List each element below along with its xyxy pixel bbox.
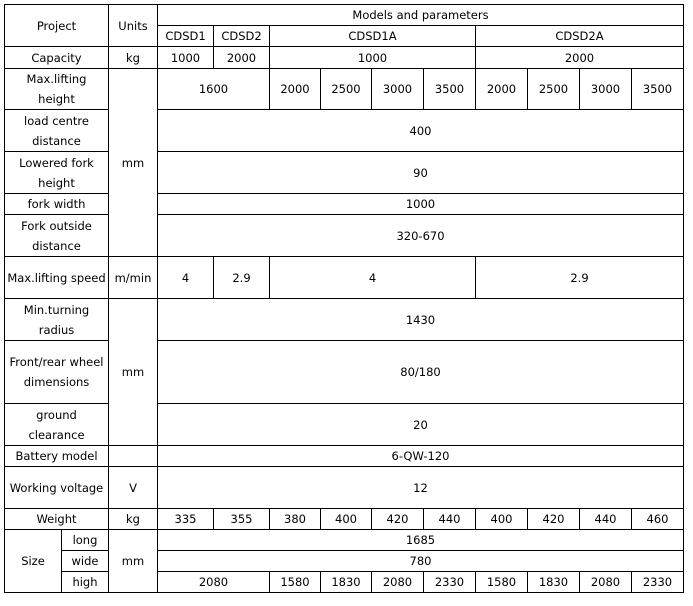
weight-value: 420 — [372, 509, 424, 530]
size-high-label: high — [62, 572, 109, 593]
battery-model-label: Battery model — [5, 446, 109, 467]
header-models-params: Models and parameters — [158, 5, 684, 26]
weight-value: 335 — [158, 509, 214, 530]
size-wide-value: 780 — [158, 551, 684, 572]
size-high-value: 2080 — [580, 572, 632, 593]
max-lifting-height-value: 2000 — [270, 69, 321, 110]
lifting-speed-value: 2.9 — [476, 257, 684, 299]
size-high-value: 1830 — [528, 572, 580, 593]
max-lifting-height-value: 2500 — [321, 69, 372, 110]
capacity-unit: kg — [109, 47, 158, 69]
weight-label: Weight — [5, 509, 109, 530]
max-lifting-height-value: 1600 — [158, 69, 270, 110]
max-lifting-height-value: 3000 — [580, 69, 632, 110]
header-project: Project — [5, 5, 109, 47]
weight-value: 400 — [476, 509, 528, 530]
weight-value: 440 — [580, 509, 632, 530]
load-centre-value: 400 — [158, 110, 684, 152]
weight-unit: kg — [109, 509, 158, 530]
size-long-value: 1685 — [158, 530, 684, 551]
size-high-value: 1580 — [476, 572, 528, 593]
model-cdsd1: CDSD1 — [158, 26, 214, 47]
fork-outside-value: 320-670 — [158, 215, 684, 257]
size-high-value: 1580 — [270, 572, 321, 593]
size-high-value: 2080 — [158, 572, 270, 593]
fork-width-label: fork width — [5, 194, 109, 215]
weight-value: 380 — [270, 509, 321, 530]
size-high-value: 1830 — [321, 572, 372, 593]
model-cdsd2: CDSD2 — [214, 26, 270, 47]
size-wide-label: wide — [62, 551, 109, 572]
capacity-value: 1000 — [270, 47, 476, 69]
battery-model-value: 6-QW-120 — [158, 446, 684, 467]
max-lifting-height-value: 3000 — [372, 69, 424, 110]
lifting-speed-label: Max.lifting speed — [5, 257, 109, 299]
header-units: Units — [109, 5, 158, 47]
lifting-speed-value: 4 — [158, 257, 214, 299]
ground-clearance-label: ground clearance — [5, 404, 109, 446]
capacity-label: Capacity — [5, 47, 109, 69]
size-high-value: 2330 — [424, 572, 476, 593]
wheel-dimensions-value: 80/180 — [158, 341, 684, 404]
wheel-dimensions-label: Front/rear wheel dimensions — [5, 341, 109, 404]
lifting-speed-value: 4 — [270, 257, 476, 299]
size-unit: mm — [109, 530, 158, 593]
capacity-value: 2000 — [214, 47, 270, 69]
lowered-fork-label: Lowered fork height — [5, 152, 109, 194]
max-lifting-height-value: 3500 — [632, 69, 684, 110]
load-centre-label: load centre distance — [5, 110, 109, 152]
battery-model-unit — [109, 446, 158, 467]
turning-radius-label: Min.turning radius — [5, 299, 109, 341]
mm-unit: mm — [109, 69, 158, 257]
max-lifting-height-value: 2500 — [528, 69, 580, 110]
size-label: Size — [5, 530, 62, 593]
spec-table — [4, 4, 684, 593]
working-voltage-value: 12 — [158, 467, 684, 509]
lifting-speed-unit: m/min — [109, 257, 158, 299]
size-high-value: 2330 — [632, 572, 684, 593]
model-cdsd2a: CDSD2A — [476, 26, 684, 47]
weight-value: 420 — [528, 509, 580, 530]
working-voltage-label: Working voltage — [5, 467, 109, 509]
size-long-label: long — [62, 530, 109, 551]
mm-unit: mm — [109, 299, 158, 446]
lowered-fork-value: 90 — [158, 152, 684, 194]
weight-value: 460 — [632, 509, 684, 530]
ground-clearance-value: 20 — [158, 404, 684, 446]
weight-value: 440 — [424, 509, 476, 530]
fork-width-value: 1000 — [158, 194, 684, 215]
capacity-value: 2000 — [476, 47, 684, 69]
model-cdsd1a: CDSD1A — [270, 26, 476, 47]
max-lifting-height-label: Max.lifting height — [5, 69, 109, 110]
working-voltage-unit: V — [109, 467, 158, 509]
weight-value: 400 — [321, 509, 372, 530]
lifting-speed-value: 2.9 — [214, 257, 270, 299]
max-lifting-height-value: 2000 — [476, 69, 528, 110]
size-high-value: 2080 — [372, 572, 424, 593]
max-lifting-height-value: 3500 — [424, 69, 476, 110]
weight-value: 355 — [214, 509, 270, 530]
fork-outside-label: Fork outside distance — [5, 215, 109, 257]
capacity-value: 1000 — [158, 47, 214, 69]
turning-radius-value: 1430 — [158, 299, 684, 341]
